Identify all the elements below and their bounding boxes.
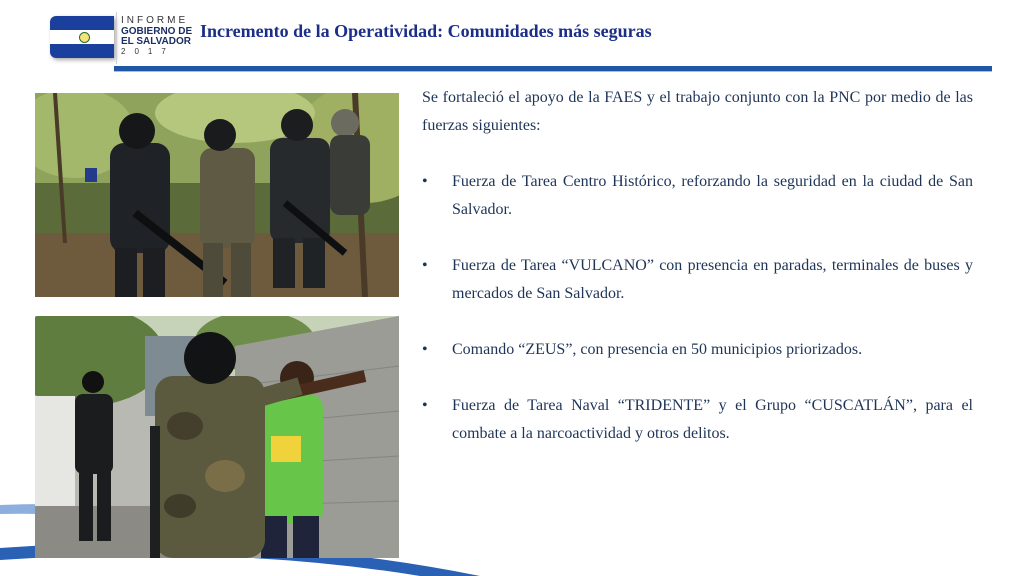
list-item-text: Fuerza de Tarea Centro Histórico, reforzando la seguridad en la ciudad de San Salvador.: [452, 173, 973, 218]
bullet-icon: •: [422, 397, 428, 414]
list-item-text: Fuerza de Tarea Naval “TRIDENTE” y el Grupo “CUSCATLÁN”, para el combate a la narcoactividad y otros delitos.: [452, 397, 973, 442]
list-item-tridente: [422, 392, 973, 448]
list-item-text: Fuerza de Tarea “VULCANO” con presencia en paradas, terminales de buses y mercados de San Salvador.: [452, 257, 973, 302]
content-text: [422, 84, 973, 476]
slide-header: [0, 0, 1024, 76]
slide-title: Incremento de la Operatividad: Comunidades más seguras: [200, 21, 652, 41]
logo-divider: [116, 12, 117, 64]
el-salvador-flag-icon: [50, 16, 114, 58]
logo-line-informe: INFORME: [121, 15, 189, 26]
header-rule-shadow: [114, 71, 992, 72]
informe-logo: [121, 16, 192, 56]
bullet-icon: •: [422, 173, 428, 190]
list-item-centro-historico: [422, 168, 973, 224]
list-item-zeus: [422, 336, 973, 364]
list-item-text: Comando “ZEUS”, con presencia en 50 municipios priorizados.: [452, 341, 863, 358]
bullet-icon: •: [422, 257, 428, 274]
photo-soldier-search: [35, 316, 399, 558]
list-item-vulcano: [422, 252, 973, 308]
forces-list: [422, 168, 973, 448]
photo-soldiers-patrol: [35, 93, 399, 297]
intro-paragraph: Se fortaleció el apoyo de la FAES y el trabajo conjunto con la PNC por medio de las fuerzas siguientes:: [422, 89, 973, 134]
logo-line-salvador: EL SALVADOR: [121, 36, 192, 47]
bullet-icon: •: [422, 341, 428, 358]
logo-line-gobierno: GOBIERNO DE: [121, 26, 193, 37]
logo-line-year: 2017: [121, 47, 175, 56]
